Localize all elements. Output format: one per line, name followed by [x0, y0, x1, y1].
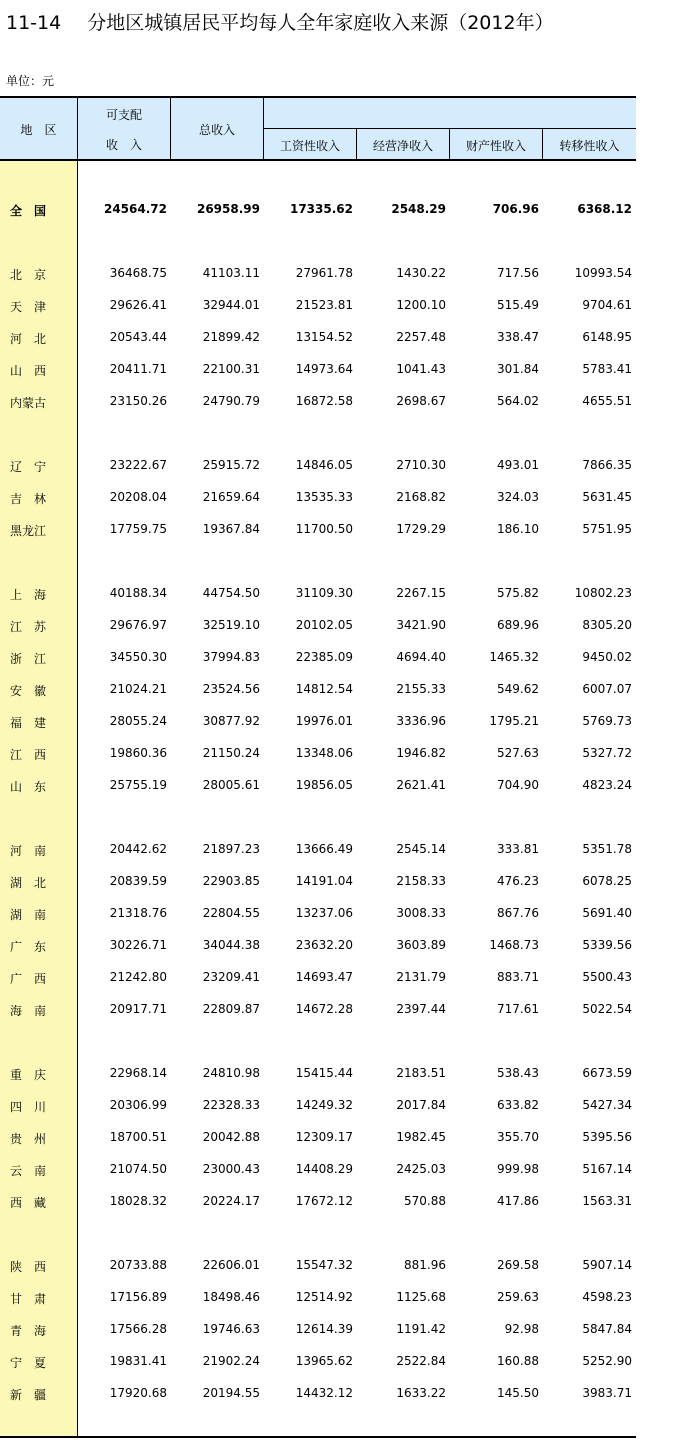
value-cell: 19367.84: [202, 522, 260, 536]
value-cell: 19860.36: [109, 746, 167, 760]
value-cell: 17156.89: [109, 1290, 167, 1304]
value-cell: 20411.71: [109, 362, 167, 376]
value-cell: 5751.95: [582, 522, 632, 536]
region-name: 山 东: [10, 780, 47, 794]
value-cell: 14191.04: [295, 874, 353, 888]
value-cell: 5167.14: [582, 1162, 632, 1176]
value-cell: 20839.59: [109, 874, 167, 888]
region-name: 陕 西: [10, 1260, 47, 1274]
value-cell: 6148.95: [582, 330, 632, 344]
header-top-rule: [0, 96, 636, 98]
region-name: 福 建: [10, 716, 47, 730]
value-cell: 37994.83: [202, 650, 260, 664]
value-cell: 22606.01: [202, 1258, 260, 1272]
value-cell: 160.88: [497, 1354, 539, 1368]
value-cell: 2257.48: [396, 330, 446, 344]
region-name: 河 北: [10, 332, 47, 346]
value-cell: 21899.42: [202, 330, 260, 344]
value-cell: 10993.54: [574, 266, 632, 280]
value-cell: 2267.15: [396, 586, 446, 600]
table-row: [0, 1160, 636, 1180]
region-name: 广 西: [10, 972, 47, 986]
value-cell: 13535.33: [295, 490, 353, 504]
value-cell: 12514.92: [295, 1290, 353, 1304]
value-cell: 18700.51: [109, 1130, 167, 1144]
table-row: [0, 1352, 636, 1372]
value-cell: 6007.07: [582, 682, 632, 696]
value-cell: 22100.31: [202, 362, 260, 376]
header-business: 经营净收入: [372, 139, 433, 153]
value-cell: 1795.21: [489, 714, 539, 728]
region-name: 内蒙古: [10, 396, 47, 410]
value-cell: 1633.22: [396, 1386, 446, 1400]
value-cell: 7866.35: [582, 458, 632, 472]
value-cell: 570.88: [404, 1194, 446, 1208]
value-cell: 22968.14: [109, 1066, 167, 1080]
value-cell: 36468.75: [109, 266, 167, 280]
table-row: [0, 456, 636, 476]
value-cell: 515.49: [497, 298, 539, 312]
value-cell: 24810.98: [202, 1066, 260, 1080]
region-name: 西 藏: [10, 1196, 47, 1210]
value-cell: 14846.05: [295, 458, 353, 472]
value-cell: 20102.05: [295, 618, 353, 632]
value-cell: 5783.41: [582, 362, 632, 376]
value-cell: 2155.33: [396, 682, 446, 696]
value-cell: 18498.46: [202, 1290, 260, 1304]
value-cell: 8305.20: [582, 618, 632, 632]
value-cell: 23632.20: [295, 938, 353, 952]
value-cell: 5907.14: [582, 1258, 632, 1272]
value-cell: 324.03: [497, 490, 539, 504]
table-row: [0, 616, 636, 636]
header-region: 地 区: [20, 123, 57, 137]
header-wage: 工资性收入: [279, 139, 340, 153]
value-cell: 17920.68: [109, 1386, 167, 1400]
value-cell: 717.56: [497, 266, 539, 280]
value-cell: 9450.02: [582, 650, 632, 664]
value-cell: 14249.32: [295, 1098, 353, 1112]
value-cell: 9704.61: [582, 298, 632, 312]
region-name: 江 西: [10, 748, 47, 762]
table-row: [0, 1096, 636, 1116]
table-row: [0, 968, 636, 988]
region-name: 海 南: [10, 1004, 47, 1018]
table-bottom-rule: [0, 1436, 636, 1438]
value-cell: 881.96: [404, 1258, 446, 1272]
value-cell: 3336.96: [396, 714, 446, 728]
value-cell: 3603.89: [396, 938, 446, 952]
value-cell: 20224.17: [202, 1194, 260, 1208]
region-name: 重 庆: [10, 1068, 47, 1082]
value-cell: 17759.75: [109, 522, 167, 536]
table-row: [0, 1320, 636, 1340]
value-cell: 19746.63: [202, 1322, 260, 1336]
income-table: [0, 96, 636, 1438]
value-cell: 20917.71: [109, 1002, 167, 1016]
value-cell: 17335.62: [289, 202, 353, 216]
value-cell: 17566.28: [109, 1322, 167, 1336]
value-cell: 633.82: [497, 1098, 539, 1112]
value-cell: 12309.17: [295, 1130, 353, 1144]
region-name: 宁 夏: [10, 1356, 47, 1370]
value-cell: 19856.05: [295, 778, 353, 792]
value-cell: 21897.23: [202, 842, 260, 856]
value-cell: 355.70: [497, 1130, 539, 1144]
value-cell: 1200.10: [396, 298, 446, 312]
value-cell: 20442.62: [109, 842, 167, 856]
value-cell: 4694.40: [396, 650, 446, 664]
table-row: [0, 648, 636, 668]
region-column-background: [0, 161, 77, 1438]
value-cell: 2158.33: [396, 874, 446, 888]
value-cell: 704.90: [497, 778, 539, 792]
table-row: [0, 872, 636, 892]
value-cell: 2548.29: [391, 202, 446, 216]
page-title: [6, 8, 554, 35]
value-cell: 476.23: [497, 874, 539, 888]
value-cell: 145.50: [497, 1386, 539, 1400]
table-row: [0, 584, 636, 604]
value-cell: 23000.43: [202, 1162, 260, 1176]
table-row: [0, 200, 636, 220]
region-name: 湖 北: [10, 876, 47, 890]
value-cell: 32519.10: [202, 618, 260, 632]
value-cell: 717.61: [497, 1002, 539, 1016]
value-cell: 20543.44: [109, 330, 167, 344]
value-cell: 564.02: [497, 394, 539, 408]
value-cell: 2017.84: [396, 1098, 446, 1112]
value-cell: 21659.64: [202, 490, 260, 504]
value-cell: 23150.26: [109, 394, 167, 408]
value-cell: 2621.41: [396, 778, 446, 792]
table-row: [0, 744, 636, 764]
value-cell: 867.76: [497, 906, 539, 920]
value-cell: 4598.23: [582, 1290, 632, 1304]
value-cell: 21150.24: [202, 746, 260, 760]
value-cell: 5691.40: [582, 906, 632, 920]
value-cell: 16872.58: [295, 394, 353, 408]
value-cell: 25755.19: [109, 778, 167, 792]
value-cell: 30226.71: [109, 938, 167, 952]
value-cell: 28005.61: [202, 778, 260, 792]
value-cell: 3421.90: [396, 618, 446, 632]
value-cell: 333.81: [497, 842, 539, 856]
value-cell: 14973.64: [295, 362, 353, 376]
value-cell: 1729.29: [396, 522, 446, 536]
value-cell: 2168.82: [396, 490, 446, 504]
value-cell: 527.63: [497, 746, 539, 760]
value-cell: 338.47: [497, 330, 539, 344]
value-cell: 2425.03: [396, 1162, 446, 1176]
region-name: 吉 林: [10, 492, 47, 506]
value-cell: 2698.67: [396, 394, 446, 408]
value-cell: 5500.43: [582, 970, 632, 984]
value-cell: 13237.06: [295, 906, 353, 920]
header-property: 财产性收入: [465, 139, 526, 153]
value-cell: 31109.30: [295, 586, 353, 600]
value-cell: 2183.51: [396, 1066, 446, 1080]
value-cell: 5631.45: [582, 490, 632, 504]
value-cell: 25915.72: [202, 458, 260, 472]
value-cell: 15415.44: [295, 1066, 353, 1080]
value-cell: 26958.99: [196, 202, 260, 216]
unit-label: 单位：元: [6, 74, 55, 88]
table-number: 11-14: [6, 12, 62, 34]
table-row: [0, 712, 636, 732]
table-row: [0, 264, 636, 284]
table-row: [0, 360, 636, 380]
region-name: 云 南: [10, 1164, 47, 1178]
value-cell: 34044.38: [202, 938, 260, 952]
region-name: 青 海: [10, 1324, 47, 1338]
value-cell: 13666.49: [295, 842, 353, 856]
region-name: 湖 南: [10, 908, 47, 922]
value-cell: 1982.45: [396, 1130, 446, 1144]
region-name: 甘 肃: [10, 1292, 47, 1306]
value-cell: 21523.81: [295, 298, 353, 312]
value-cell: 22809.87: [202, 1002, 260, 1016]
value-cell: 1041.43: [396, 362, 446, 376]
value-cell: 2710.30: [396, 458, 446, 472]
value-cell: 21318.76: [109, 906, 167, 920]
value-cell: 14693.47: [295, 970, 353, 984]
value-cell: 1465.32: [489, 650, 539, 664]
value-cell: 23222.67: [109, 458, 167, 472]
region-name: 江 苏: [10, 620, 47, 634]
value-cell: 14408.29: [295, 1162, 353, 1176]
region-name: 安 徽: [10, 684, 47, 698]
value-cell: 6078.25: [582, 874, 632, 888]
table-row: [0, 840, 636, 860]
header-disposable-line2: 收 入: [105, 138, 142, 152]
region-name: 广 东: [10, 940, 47, 954]
table-row: [0, 328, 636, 348]
table-row: [0, 1256, 636, 1276]
value-cell: 32944.01: [202, 298, 260, 312]
value-cell: 6673.59: [582, 1066, 632, 1080]
value-cell: 493.01: [497, 458, 539, 472]
value-cell: 20733.88: [109, 1258, 167, 1272]
value-cell: 14672.28: [295, 1002, 353, 1016]
table-row: [0, 1000, 636, 1020]
value-cell: 24790.79: [202, 394, 260, 408]
table-row: [0, 936, 636, 956]
value-cell: 5769.73: [582, 714, 632, 728]
value-cell: 28055.24: [109, 714, 167, 728]
value-cell: 1430.22: [396, 266, 446, 280]
value-cell: 538.43: [497, 1066, 539, 1080]
table-row: [0, 1384, 636, 1404]
table-row: [0, 1128, 636, 1148]
table-row: [0, 776, 636, 796]
value-cell: 6368.12: [577, 202, 632, 216]
table-row: [0, 296, 636, 316]
value-cell: 5022.54: [582, 1002, 632, 1016]
value-cell: 27961.78: [295, 266, 353, 280]
value-cell: 23524.56: [202, 682, 260, 696]
value-cell: 21242.80: [109, 970, 167, 984]
table-title: 分地区城镇居民平均每人全年家庭收入来源（2012年）: [87, 12, 554, 34]
value-cell: 34550.30: [109, 650, 167, 664]
value-cell: 23209.41: [202, 970, 260, 984]
value-cell: 13965.62: [295, 1354, 353, 1368]
value-cell: 4655.51: [582, 394, 632, 408]
value-cell: 5351.78: [582, 842, 632, 856]
value-cell: 5327.72: [582, 746, 632, 760]
value-cell: 5252.90: [582, 1354, 632, 1368]
value-cell: 20042.88: [202, 1130, 260, 1144]
value-cell: 999.98: [497, 1162, 539, 1176]
header-disposable-line1: 可支配: [105, 108, 142, 122]
value-cell: 417.86: [497, 1194, 539, 1208]
value-cell: 44754.50: [202, 586, 260, 600]
region-name: 山 西: [10, 364, 47, 378]
value-cell: 20194.55: [202, 1386, 260, 1400]
table-row: [0, 904, 636, 924]
value-cell: 13154.52: [295, 330, 353, 344]
region-name: 辽 宁: [10, 460, 47, 474]
value-cell: 1563.31: [582, 1194, 632, 1208]
table-row: [0, 392, 636, 412]
value-cell: 2131.79: [396, 970, 446, 984]
table-row: [0, 680, 636, 700]
region-name: 黑龙江: [10, 524, 47, 538]
value-cell: 21024.21: [109, 682, 167, 696]
region-name: 浙 江: [10, 652, 47, 666]
table-row: [0, 488, 636, 508]
value-cell: 18028.32: [109, 1194, 167, 1208]
value-cell: 4823.24: [582, 778, 632, 792]
value-cell: 30877.92: [202, 714, 260, 728]
value-cell: 883.71: [497, 970, 539, 984]
value-cell: 22903.85: [202, 874, 260, 888]
table-row: [0, 1288, 636, 1308]
value-cell: 22385.09: [295, 650, 353, 664]
value-cell: 259.63: [497, 1290, 539, 1304]
value-cell: 1125.68: [396, 1290, 446, 1304]
region-name: 天 津: [10, 300, 47, 314]
value-cell: 575.82: [497, 586, 539, 600]
value-cell: 5395.56: [582, 1130, 632, 1144]
header-transfer: 转移性收入: [559, 139, 620, 153]
value-cell: 5427.34: [582, 1098, 632, 1112]
value-cell: 17672.12: [295, 1194, 353, 1208]
value-cell: 11700.50: [295, 522, 353, 536]
region-name: 贵 州: [10, 1132, 47, 1146]
value-cell: 21902.24: [202, 1354, 260, 1368]
region-name: 全 国: [10, 204, 47, 218]
value-cell: 1468.73: [489, 938, 539, 952]
region-name: 上 海: [10, 588, 47, 602]
value-cell: 269.58: [497, 1258, 539, 1272]
value-cell: 301.84: [497, 362, 539, 376]
region-name: 河 南: [10, 844, 47, 858]
region-name: 北 京: [10, 268, 47, 282]
value-cell: 24564.72: [103, 202, 167, 216]
value-cell: 29676.97: [109, 618, 167, 632]
value-cell: 549.62: [497, 682, 539, 696]
table-row: [0, 520, 636, 540]
value-cell: 19831.41: [109, 1354, 167, 1368]
value-cell: 20306.99: [109, 1098, 167, 1112]
value-cell: 29626.41: [109, 298, 167, 312]
table-row: [0, 1192, 636, 1212]
value-cell: 186.10: [497, 522, 539, 536]
value-cell: 14812.54: [295, 682, 353, 696]
value-cell: 20208.04: [109, 490, 167, 504]
value-cell: 41103.11: [202, 266, 260, 280]
region-name: 四 川: [10, 1100, 47, 1114]
value-cell: 2522.84: [396, 1354, 446, 1368]
value-cell: 2397.44: [396, 1002, 446, 1016]
value-cell: 2545.14: [396, 842, 446, 856]
value-cell: 5847.84: [582, 1322, 632, 1336]
value-cell: 5339.56: [582, 938, 632, 952]
value-cell: 14432.12: [295, 1386, 353, 1400]
value-cell: 3008.33: [396, 906, 446, 920]
value-cell: 689.96: [497, 618, 539, 632]
value-cell: 1946.82: [396, 746, 446, 760]
value-cell: 40188.34: [109, 586, 167, 600]
value-cell: 3983.71: [582, 1386, 632, 1400]
value-cell: 19976.01: [295, 714, 353, 728]
value-cell: 92.98: [504, 1322, 539, 1336]
value-cell: 21074.50: [109, 1162, 167, 1176]
value-cell: 22804.55: [202, 906, 260, 920]
header-total: 总收入: [198, 123, 235, 137]
table-row: [0, 1064, 636, 1084]
header-bottom-rule: [0, 159, 636, 161]
value-cell: 10802.23: [574, 586, 632, 600]
value-cell: 1191.42: [396, 1322, 446, 1336]
value-cell: 22328.33: [202, 1098, 260, 1112]
region-name: 新 疆: [10, 1388, 47, 1402]
value-cell: 15547.32: [295, 1258, 353, 1272]
value-cell: 13348.06: [295, 746, 353, 760]
value-cell: 12614.39: [295, 1322, 353, 1336]
value-cell: 706.96: [492, 202, 539, 216]
